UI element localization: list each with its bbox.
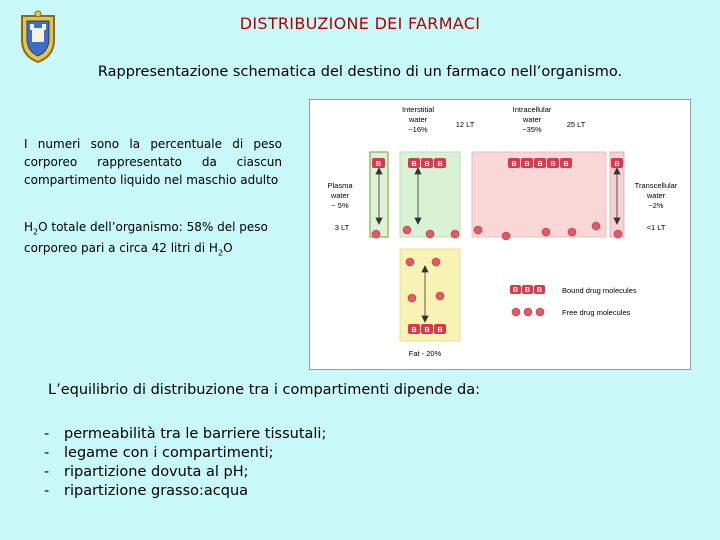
svg-text:B: B <box>411 327 417 334</box>
svg-text:B: B <box>511 161 517 168</box>
bound-drug-intracellular <box>508 158 572 168</box>
svg-text:B: B <box>424 327 430 334</box>
intracellular-volume: 25 LT <box>566 120 586 129</box>
percent-note: I numeri sono la percentuale di peso corporeo rappresentato da ciascun compartimento liquido nel maschio adulto <box>24 137 282 187</box>
list-item: - ripartizione grasso:acqua <box>44 483 249 499</box>
bound-drug-plasma <box>372 158 385 168</box>
interstitial-label-1: Interstitial <box>401 105 435 114</box>
plasma-volume: 3 LT <box>334 223 350 232</box>
svg-text:B: B <box>614 161 620 168</box>
transcellular-volume: <1 LT <box>646 223 666 232</box>
list-item: - legame con i compartimenti; <box>44 445 274 461</box>
plasma-label-2: water <box>330 191 350 200</box>
page-title: DISTRIBUZIONE DEI FARMACI <box>239 14 481 33</box>
svg-text:B: B <box>550 161 556 168</box>
distribution-question: L’equilibrio di distribuzione tra i compartimenti dipende da: <box>48 382 481 398</box>
factor-list <box>44 425 326 501</box>
bound-drug-transcellular <box>611 158 623 168</box>
intracellular-label-2: water <box>522 115 542 124</box>
svg-text:B: B <box>437 327 443 334</box>
svg-text:B: B <box>563 161 569 168</box>
legend-bound-label: Bound drug molecules <box>562 286 637 295</box>
legend-free-label: Free drug molecules <box>562 308 631 317</box>
plasma-label-3: ~ 5% <box>331 201 349 210</box>
transcellular-label-3: ~2% <box>648 201 664 210</box>
svg-text:B: B <box>536 287 543 294</box>
svg-text:B: B <box>411 161 417 168</box>
plasma-label-1: Plasma <box>327 181 353 190</box>
svg-text:B: B <box>524 287 531 294</box>
drug-distribution-diagram <box>309 99 691 370</box>
interstitial-label-2: water <box>408 115 428 124</box>
svg-text:B: B <box>437 161 443 168</box>
intracellular-label-3: ~35% <box>522 125 542 134</box>
svg-text:B: B <box>424 161 430 168</box>
transcellular-label-2: water <box>646 191 666 200</box>
total-water-note: $H_2O$ totale dell’organismo: 58% del peso corporeo pari a circa 42 litri di $H_2O$ <box>24 220 268 258</box>
fat-label: Fat - 20% <box>408 349 442 358</box>
page-subtitle: Rappresentazione schematica del destino di un farmaco nell’organismo. <box>97 64 623 80</box>
bound-drug-interstitial <box>408 158 446 168</box>
svg-text:B: B <box>512 287 519 294</box>
list-item: - ripartizione dovuta al pH; <box>44 464 249 480</box>
intracellular-label-1: Intracellular <box>512 105 552 114</box>
interstitial-label-3: ~16% <box>408 125 428 134</box>
legend-bound-swatch <box>510 285 545 294</box>
svg-text:B: B <box>524 161 530 168</box>
bound-drug-fat <box>408 324 446 334</box>
svg-text:B: B <box>375 161 382 168</box>
list-item: - permeabilità tra le barriere tissutali; <box>44 426 327 442</box>
transcellular-label-1: Transcellular <box>634 181 678 190</box>
interstitial-volume: 12 LT <box>455 120 475 129</box>
svg-text:B: B <box>537 161 543 168</box>
